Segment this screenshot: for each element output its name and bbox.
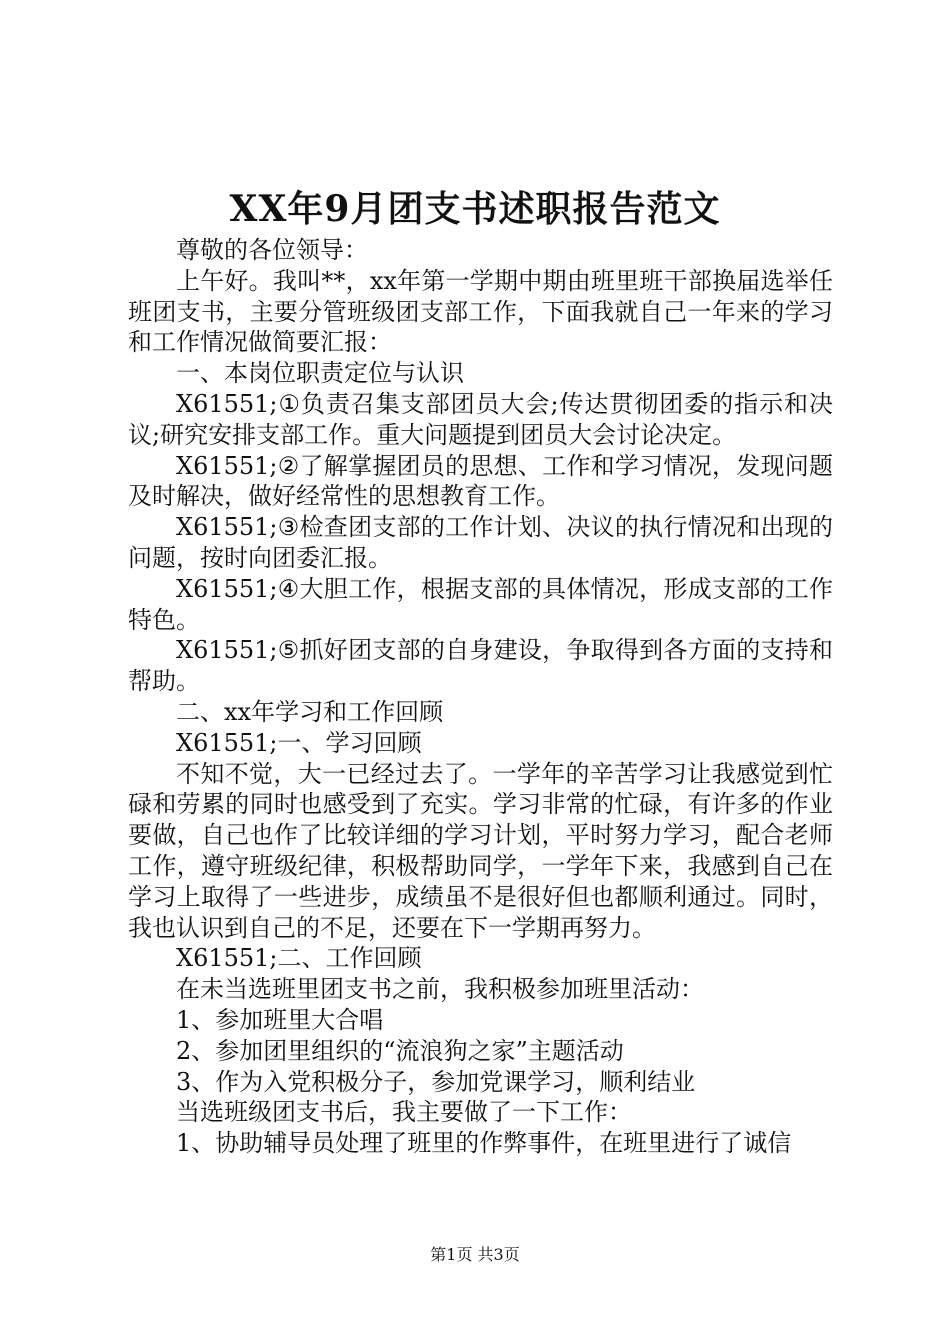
document-body [128, 235, 833, 1159]
paragraph-after-election: 当选班级团支书后，我主要做了一下工作： [176, 1098, 632, 1127]
section-heading-1: 一、本岗位职责定位与认识 [176, 359, 464, 388]
paragraph-study-review: 不知不觉，大一已经过去了。一学年的辛苦学习让我感觉到忙碌和劳累的同时也感受到了充实。学习非常的忙碌，有许多的作业要做，自己也作了比较详细的学习计划，平时努力学习，配合老师工作，遵守班级纪律，积极帮助同学，一学年下来，我感到自己在学习上取得了一些进步，成绩虽不是很好但也都顺利通过。同时，我也认识到自己的不足，还要在下一学期再努力。 [128, 759, 833, 942]
activity-item-3: 3、作为入党积极分子，参加党课学习，顺利结业 [176, 1067, 696, 1096]
duty-item-3: X61551;③检查团支部的工作计划、决议的执行情况和出现的问题，按时向团委汇报。 [128, 513, 833, 572]
duty-item-2: X61551;②了解掌握团员的思想、工作和学习情况，发现问题及时解决，做好经常性的思想教育工作。 [128, 451, 833, 511]
paragraph-intro: 上午好。我叫**，xx年第一学期中期由班里班干部换届选举任班团支书，主要分管班级团支部工作，下面我就自己一年来的学习和工作情况做简要汇报： [128, 266, 833, 357]
subsection-heading-study: X61551;一、学习回顾 [176, 728, 422, 757]
duty-item-1: X61551;①负责召集支部团员大会;传达贯彻团委的指示和决议;研究安排支部工作。重大问题提到团员大会讨论决定。 [128, 389, 833, 449]
work-item-1: 1、协助辅导员处理了班里的作弊事件，在班里进行了诚信 [176, 1129, 792, 1158]
section-heading-2: 二、xx年学习和工作回顾 [176, 697, 444, 726]
activity-item-1: 1、参加班里大合唱 [176, 1005, 384, 1034]
page-number: 第1页 共3页 [430, 1245, 520, 1264]
activity-item-2: 2、参加团里组织的“流浪狗之家”主题活动 [176, 1036, 624, 1065]
duty-item-4: X61551;④大胆工作，根据支部的具体情况，形成支部的工作特色。 [128, 574, 833, 634]
duty-item-5: X61551;⑤抓好团支部的自身建设，争取得到各方面的支持和帮助。 [128, 636, 833, 696]
document-title: XX年9月团支书述职报告范文 [229, 188, 721, 230]
paragraph-salutation: 尊敬的各位领导： [176, 236, 368, 264]
subsection-heading-work: X61551;二、工作回顾 [176, 944, 422, 973]
paragraph-before-election: 在未当选班里团支书之前，我积极参加班里活动： [176, 975, 704, 1004]
